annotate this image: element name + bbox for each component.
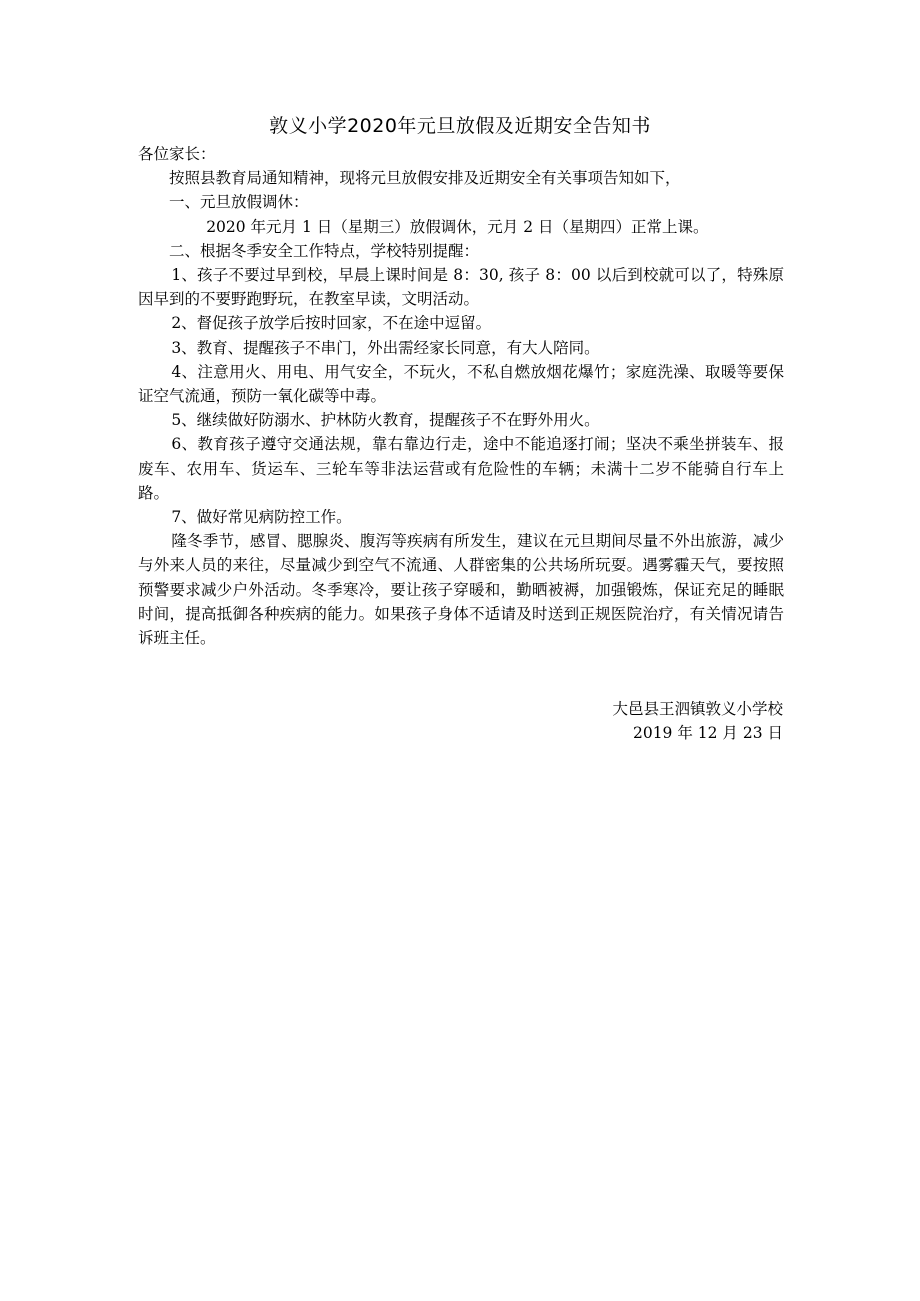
list-item-6: 6、教育孩子遵守交通法规，靠右靠边行走，途中不能追逐打闹；坚决不乘坐拼装车、报废车、农用车、货运车、三轮车等非法运营或有危险性的车辆；未满十二岁不能骑自行车上路。: [138, 435, 784, 502]
list-item-7: 7、做好常见病防控工作。: [171, 508, 352, 527]
list-item-1: 1、孩子不要过早到校，早晨上课时间是 8：30, 孩子 8：00 以后到校就可以了，特殊原因早到的不要野跑野玩，在教室早读，文明活动。: [138, 266, 784, 309]
list-item-4: 4、注意用火、用电、用气安全，不玩火，不私自燃放烟花爆竹；家庭洗澡、取暖等要保证空气流通，预防一氧化碳等中毒。: [138, 362, 784, 406]
document-title: 敦义小学2020年元旦放假及近期安全告知书: [269, 115, 651, 137]
section-1-text: 2020 年元月 1 日（星期三）放假调休，元月 2 日（星期四）正常上课。: [206, 217, 709, 236]
intro-paragraph: 按照县教育局通知精神，现将元旦放假安排及近期安全有关事项告知如下，: [169, 169, 681, 188]
list-item-2: 2、督促孩子放学后按时回家，不在途中逗留。: [171, 314, 492, 333]
salutation: 各位家长：: [138, 145, 216, 163]
list-item-3: 3、教育、提醒孩子不串门，外出需经家长同意，有大人陪同。: [171, 338, 600, 357]
closing-paragraph: 隆冬季节，感冒、腮腺炎、腹泻等疾病有所发生，建议在元旦期间尽量不外出旅游，减少与外来人员的来往，尽量减少到空气不流通、人群密集的公共场所玩耍。遇雾霾天气，要按照预警要求减少户外活动。冬季寒冷，要让孩子穿暖和，勤晒被褥，加强锻炼，保证充足的睡眠时间，提高抵御各种疾病的能力。如果孩子身体不适请及时送到正规医院治疗，有关情况请告诉班主任。: [138, 532, 784, 648]
document-body: [138, 142, 784, 650]
signature-date: 2019 年 12 月 23 日: [632, 724, 783, 743]
section-2-heading: 二、根据冬季安全工作特点，学校特别提醒：: [169, 241, 480, 260]
signature-block: [612, 697, 783, 745]
signature-organization: 大邑县王泗镇敦义小学校: [612, 700, 783, 718]
section-1-heading: 一、元旦放假调休：: [169, 193, 309, 212]
list-item-5: 5、继续做好防溺水、护林防火教育，提醒孩子不在野外用火。: [171, 411, 600, 430]
